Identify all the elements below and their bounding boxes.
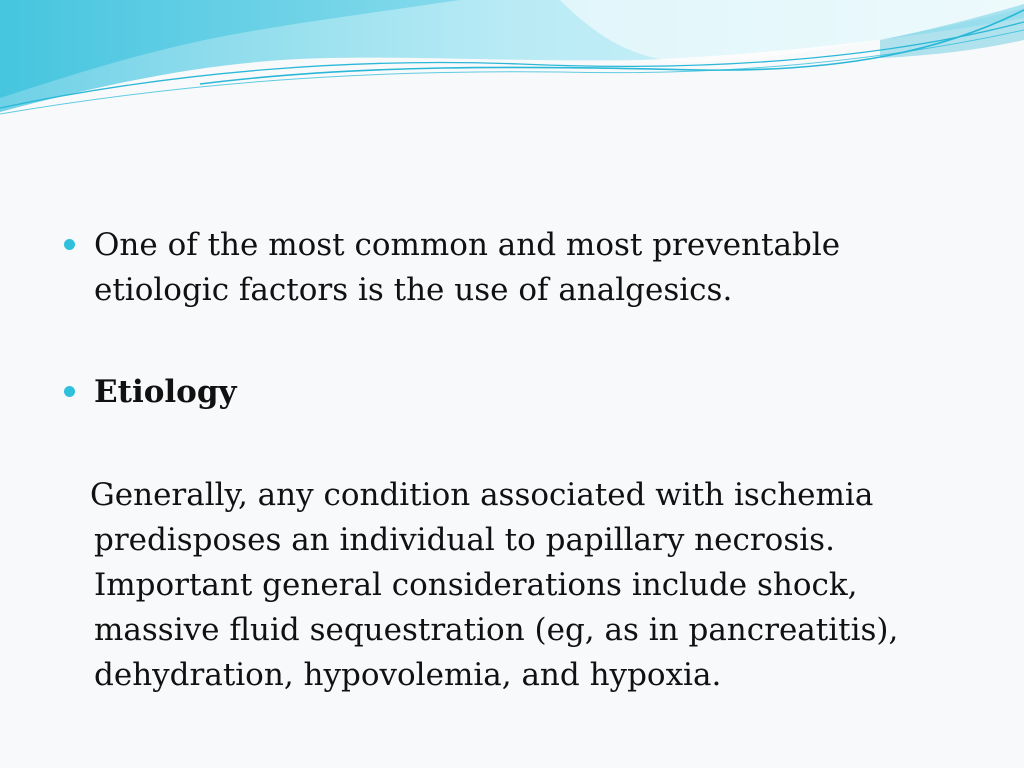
section-heading: Etiology: [94, 374, 237, 410]
header-wave-decoration: [0, 0, 1024, 140]
bullet-item: [62, 370, 962, 415]
slide-body: [62, 223, 962, 698]
bullet-text: One of the most common and most preventable etiologic factors is the use of analgesics.: [94, 227, 841, 308]
bullet-dot-icon: [64, 239, 75, 250]
bullet-dot-icon: [64, 386, 75, 397]
body-paragraph: Generally, any condition associated with ischemia predisposes an individual to papillary necrosis. Important general considerations include shock, massive fluid sequestration (eg, as in pancreatitis), dehydration, hypovolemia, and hypoxia.: [90, 477, 899, 693]
bullet-item: [62, 223, 962, 313]
